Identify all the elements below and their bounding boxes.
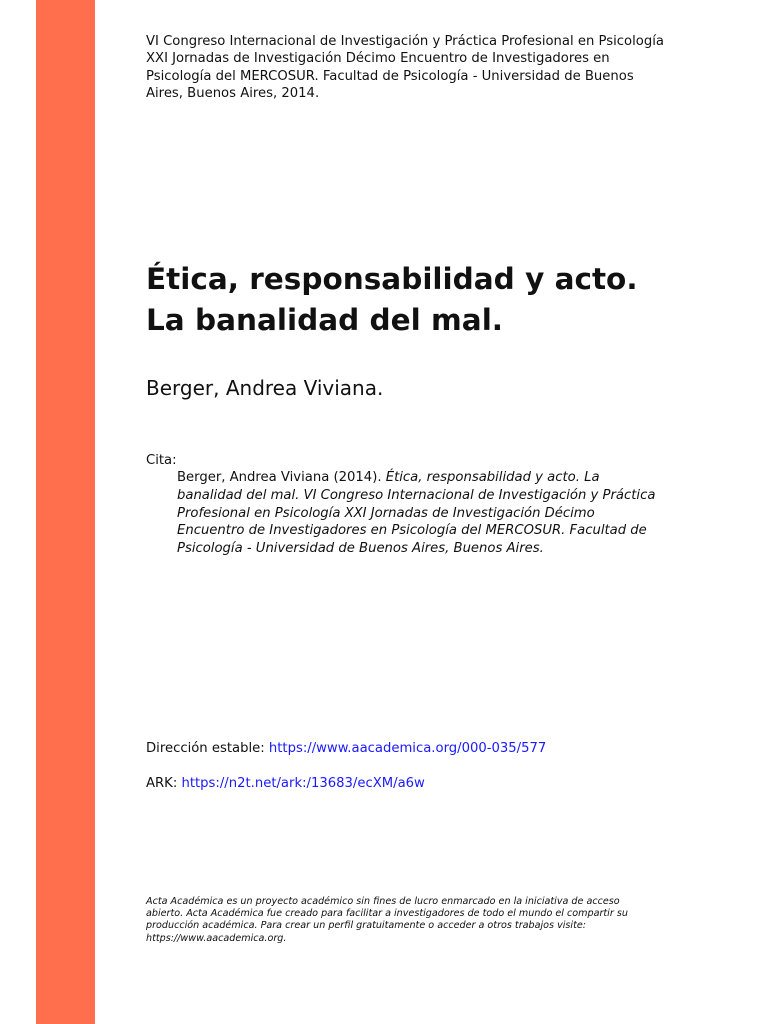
citation-line: banalidad del mal. VI Congreso Internacional de Investigación y Práctica <box>177 487 656 503</box>
citation-label: Cita: <box>146 453 177 468</box>
conference-header <box>146 33 706 102</box>
author-name: Berger, Andrea Viviana. <box>146 376 384 400</box>
footer-note <box>146 896 686 945</box>
header-line: Aires, Buenos Aires, 2014. <box>146 85 320 101</box>
citation-title-start: Ética, responsabilidad y acto. La <box>385 470 600 485</box>
footer-line: producción académica. Para crear un perfil gratuitamente o acceder a otros trabajos visite: <box>146 920 586 932</box>
citation-author-year: Berger, Andrea Viviana (2014). <box>177 470 386 485</box>
footer-line: abierto. Acta Académica fue creado para facilitar a investigadores de todo el mundo el compartir su <box>146 908 628 920</box>
stable-address-label: Dirección estable: <box>146 741 269 756</box>
document-title <box>146 259 726 341</box>
citation-line: Profesional en Psicología XXI Jornadas de Investigación Décimo <box>177 505 595 521</box>
citation-line: Encuentro de Investigadores en Psicología del MERCOSUR. Facultad de <box>177 523 647 539</box>
header-line: XXI Jornadas de Investigación Décimo Encuentro de Investigadores en <box>146 51 610 67</box>
citation-line <box>177 469 707 487</box>
citation-line: Psicología - Universidad de Buenos Aires, Buenos Aires. <box>177 541 544 557</box>
stable-address <box>146 740 546 758</box>
header-line: VI Congreso Internacional de Investigación y Práctica Profesional en Psicología <box>146 34 664 49</box>
ark-label: ARK: <box>146 776 182 791</box>
footer-line: Acta Académica es un proyecto académico sin fines de lucro enmarcado en la iniciativa de acceso <box>146 896 620 907</box>
citation-text <box>177 469 707 558</box>
ark-identifier <box>146 775 425 793</box>
title-line-1: Ética, responsabilidad y acto. <box>146 262 638 296</box>
footer-line: https://www.aacademica.org. <box>146 932 287 944</box>
stable-address-link[interactable]: https://www.aacademica.org/000-035/577 <box>268 741 547 756</box>
ark-link[interactable]: https://n2t.net/ark:/13683/ecXM/a6w <box>181 776 425 791</box>
decorative-side-bar <box>36 0 95 1024</box>
title-line-2: La banalidad del mal. <box>146 303 504 337</box>
header-line: Psicología del MERCOSUR. Facultad de Psicología - Universidad de Buenos <box>146 68 634 84</box>
